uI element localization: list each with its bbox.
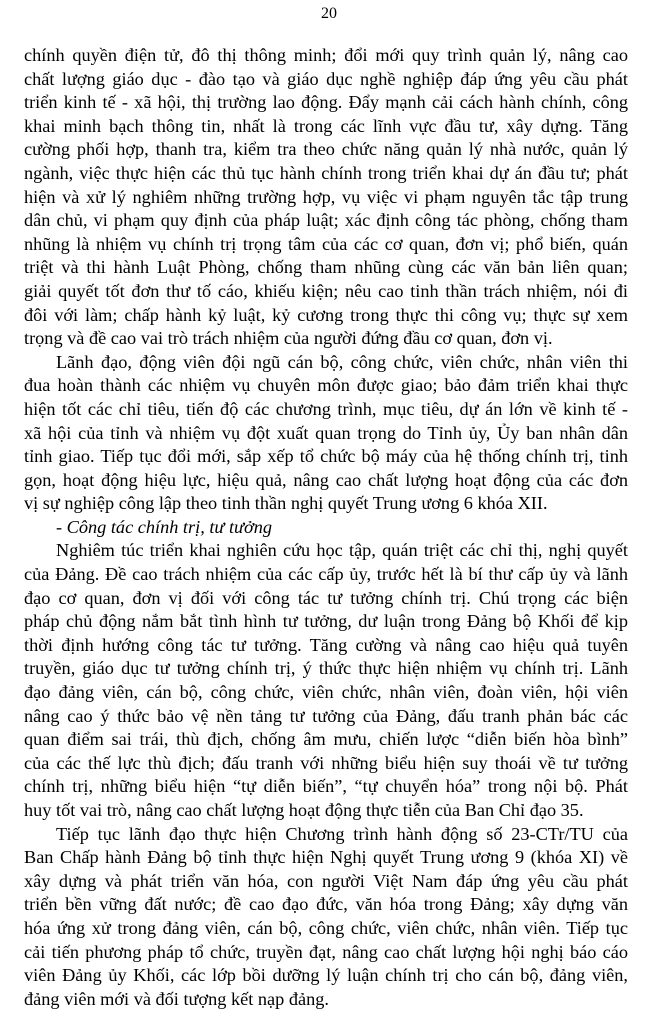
text-line: tỉnh giao. Tiếp tục đổi mới, sắp xếp tổ chức bộ máy của hệ thống chính trị, tinh bbox=[24, 446, 628, 467]
text-line: giải quyết tốt đơn thư tố cáo, khiếu kiện; nêu cao tinh thần trách nhiệm, nói đi bbox=[24, 280, 628, 301]
text-line: của các thế lực thù địch; đấu tranh với những biểu hiện suy thoái về tư tưởng bbox=[24, 752, 628, 773]
text-line: gọn, hoạt động hiệu lực, hiệu quả, nâng cao chất lượng hoạt động của các đơn bbox=[24, 469, 628, 490]
text-line: hóa ứng xử trong đảng viên, cán bộ, công chức, viên chức, nhân viên. Tiếp tục bbox=[24, 917, 628, 938]
text-line: truyền, giáo dục tư tưởng chính trị, ý thức thực hiện nhiệm vụ chính trị. Lãnh bbox=[24, 658, 628, 679]
text-line: đạo cơ quan, đơn vị đối với công tác tư tưởng chính trị. Chú trọng các biện bbox=[24, 587, 628, 608]
text-line: Nghiêm túc triển khai nghiên cứu học tập, quán triệt các chỉ thị, nghị quyết bbox=[56, 540, 628, 561]
text-line: xã hội của tỉnh và nhiệm vụ đột xuất quan trọng do Tỉnh ủy, Ủy ban nhân dân bbox=[24, 422, 628, 443]
text-line: huy tốt vai trò, nâng cao chất lượng hoạt động thực tiễn của Ban Chỉ đạo 35. bbox=[24, 800, 584, 820]
text-line: pháp chủ động nắm bắt tình hình tư tưởng, dư luận trong Đảng bộ Khối để kịp bbox=[24, 611, 628, 632]
text-line: chất lượng giáo dục - đào tạo và giáo dục nghề nghiệp đáp ứng yêu cầu phát bbox=[24, 68, 628, 89]
text-line: Tiếp tục lãnh đạo thực hiện Chương trình hành động số 23-CTr/TU của bbox=[56, 823, 628, 844]
page-number: 20 bbox=[321, 5, 337, 22]
text-line: thời định hướng công tác tư tưởng. Tăng cường và nâng cao hiệu quả tuyên bbox=[24, 634, 628, 655]
text-line: cường phối hợp, thanh tra, kiểm tra theo chức năng quản lý nhà nước, quản lý bbox=[24, 139, 628, 160]
text-line: triệt và thi hành Luật Phòng, chống tham nhũng cùng các văn bản liên quan; bbox=[24, 257, 628, 278]
text-line: viên Đảng ủy Khối, các lớp bồi dưỡng lý luận chính trị cho cán bộ, đảng viên, bbox=[24, 965, 628, 986]
text-line: Ban Chấp hành Đảng bộ tỉnh thực hiện Nghị quyết Trung ương 9 (khóa XI) về bbox=[24, 847, 628, 868]
text-line: đảng viên mới và đối tượng kết nạp đảng. bbox=[24, 988, 329, 1009]
heading-line: - Công tác chính trị, tư tưởng bbox=[56, 516, 273, 537]
text-line: đạo đảng viên, cán bộ, công chức, viên chức, nhân viên, đoàn viên, hội viên bbox=[24, 682, 628, 703]
paragraph bbox=[24, 539, 628, 822]
text-line: xây dựng và phát triển văn hóa, con người Việt Nam đáp ứng yêu cầu phát bbox=[24, 870, 628, 891]
text-line: của Đảng. Đề cao trách nhiệm của các cấp ủy, trước hết là bí thư cấp ủy và lãnh bbox=[24, 564, 628, 585]
text-line: chính quyền điện tử, đô thị thông minh; đổi mới quy trình quản lý, nâng cao bbox=[24, 45, 628, 65]
text-line: nhũng là nhiệm vụ chính trị trọng tâm của các cơ quan, đơn vị; phổ biến, quán bbox=[24, 233, 628, 254]
paragraph bbox=[24, 823, 628, 1011]
text-line: triển bền vững đất nước; đề cao đạo đức, văn hóa trong Đảng; xây dựng văn bbox=[24, 894, 628, 915]
paragraph bbox=[24, 351, 628, 516]
text-line: dân chủ, vi phạm quy định của pháp luật; xác định công tác phòng, chống tham bbox=[24, 210, 628, 231]
text-line: đôi với làm; chấp hành kỷ luật, kỷ cương trong thực thi công vụ; thực sự xem bbox=[24, 304, 628, 325]
text-line: Lãnh đạo, động viên đội ngũ cán bộ, công chức, viên chức, nhân viên thi bbox=[56, 351, 628, 372]
text-line: cải tiến phương pháp tổ chức, truyền đạt, nâng cao chất lượng hội nghị báo cáo bbox=[24, 941, 628, 962]
section-heading bbox=[24, 516, 628, 540]
text-line: triển kinh tế - xã hội, thị trường lao động. Đẩy mạnh cải cách hành chính, công bbox=[24, 92, 628, 113]
text-line: đua hoàn thành các nhiệm vụ chuyên môn được giao; bảo đảm triển khai thực bbox=[24, 375, 628, 396]
text-line: khai minh bạch thông tin, nhất là trong các lĩnh vực đầu tư, xây dựng. Tăng bbox=[24, 115, 628, 136]
text-line: hiện tốt các chỉ tiêu, tiến độ các chương trình, mục tiêu, dự án lớn về kinh tế - bbox=[24, 398, 628, 419]
document-body bbox=[24, 44, 628, 1011]
text-line: nâng cao ý thức bảo vệ nền tảng tư tưởng của Đảng, đấu tranh phản bác các bbox=[24, 705, 628, 726]
text-line: hiện và xử lý nghiêm những trường hợp, vụ việc vi phạm nguyên tắc tập trung bbox=[24, 186, 628, 207]
text-line: vị sự nghiệp công lập theo tinh thần nghị quyết Trung ương 6 khóa XII. bbox=[24, 493, 548, 514]
text-line: trọng và đề cao vai trò trách nhiệm của người đứng đầu cơ quan, đơn vị. bbox=[24, 328, 553, 349]
text-line: chính trị, những biểu hiện “tự diễn biến”, “tự chuyển hóa” trong nội bộ. Phát bbox=[24, 776, 628, 797]
text-line: quan điểm sai trái, thù địch, chống âm mưu, chiến lược “diễn biến hòa bình” bbox=[24, 729, 628, 750]
text-line: ngành, việc thực hiện các thủ tục hành chính trong triển khai dự án đầu tư; phát bbox=[24, 162, 628, 183]
paragraph bbox=[24, 44, 628, 351]
